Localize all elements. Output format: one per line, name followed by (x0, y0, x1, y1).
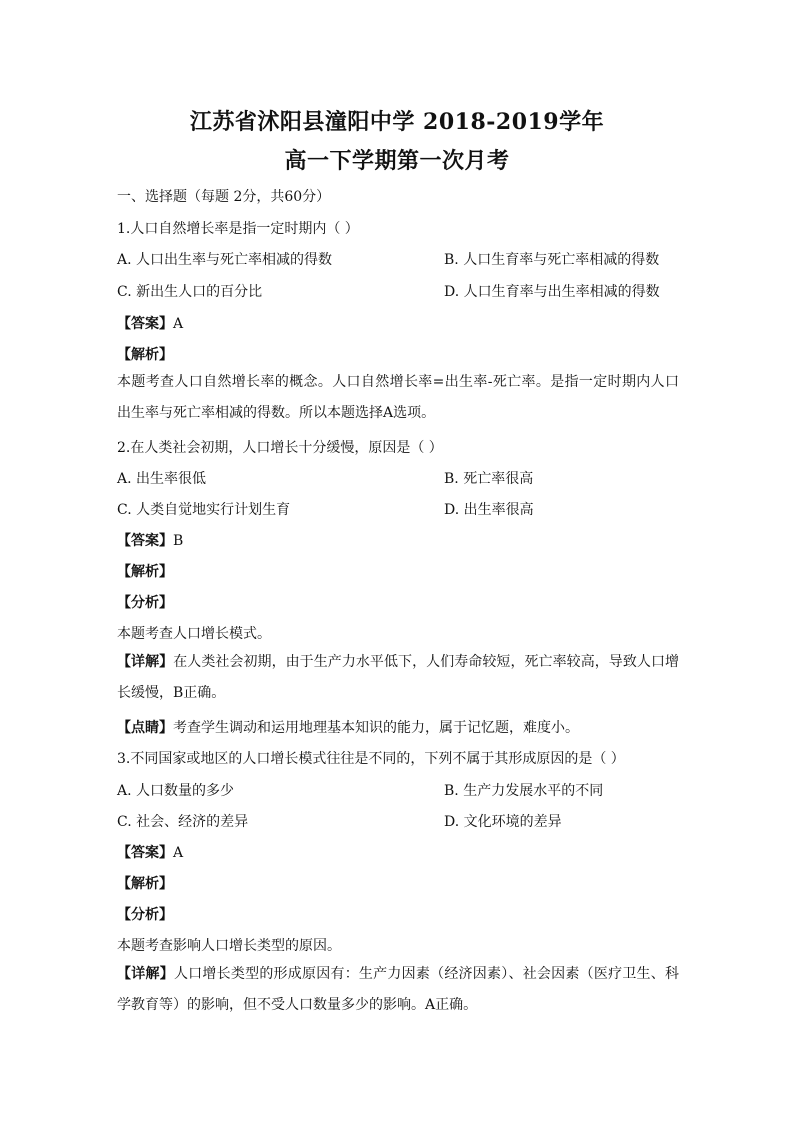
q2-option-d: D. 出生率很高 (444, 502, 534, 518)
q1-stem: 1.人口自然增长率是指一定时期内（ ） (117, 221, 359, 237)
exam-title-line1: 江苏省沭阳县潼阳中学 2018-2019学年 (189, 109, 605, 135)
q2-option-b: B. 死亡率很高 (444, 471, 534, 487)
q1-option-b: B. 人口生育率与死亡率相减的得数 (444, 252, 660, 268)
q2-fenxi-tag (117, 592, 173, 612)
q1-analysis-label: 【解析】 (117, 347, 173, 363)
q2-comment (117, 717, 579, 737)
q2-fenxi-text: 本题考查人口增长模式。 (117, 626, 271, 642)
q3-option-d: D. 文化环境的差异 (444, 814, 562, 830)
q3-option-b: B. 生产力发展水平的不同 (444, 783, 604, 799)
q2-answer-tag: 【答案】 (117, 533, 173, 549)
q2-analysis-label: 【解析】 (117, 564, 173, 580)
q3-answer-tag: 【答案】 (117, 845, 173, 861)
q2-answer-value: B (173, 533, 184, 549)
q2-analysis-tag (117, 561, 173, 581)
q3-fenxi-tag (117, 904, 173, 924)
q3-answer-value: A (173, 845, 184, 861)
section-heading: 一、选择题（每题 2分，共60分） (117, 189, 331, 205)
exam-title-line2: 高一下学期第一次月考 (284, 148, 510, 174)
q2-detail-label: 【详解】 (117, 654, 174, 670)
q2-comment-text: 考查学生调动和运用地理基本知识的能力，属于记忆题，难度小。 (173, 720, 579, 736)
q1-analysis-text: 本题考查人口自然增长率的概念。人口自然增长率=出生率-死亡率。是指一定时期内人口出生率与死亡率相减的得数。所以本题选择A选项。 (117, 374, 679, 421)
q2-fenxi-label: 【分析】 (117, 595, 173, 611)
q3-fenxi-text: 本题考查影响人口增长类型的原因。 (117, 938, 341, 954)
q3-stem: 3.不同国家或地区的人口增长模式往往是不同的，下列不属于其形成原因的是（ ） (117, 751, 625, 767)
q1-answer-tag: 【答案】 (117, 316, 173, 332)
q3-option-a: A. 人口数量的多少 (117, 783, 235, 799)
q3-answer (117, 842, 183, 862)
q2-detail (117, 647, 679, 709)
q1-option-a: A. 人口出生率与死亡率相减的得数 (117, 252, 333, 268)
q2-option-c: C. 人类自觉地实行计划生育 (117, 502, 291, 518)
q2-answer (117, 530, 183, 550)
q3-detail (117, 959, 679, 1021)
q2-detail-text: 在人类社会初期，由于生产力水平低下，人们寿命较短，死亡率较高，导致人口增长缓慢，B正确。 (117, 654, 680, 701)
q3-detail-label: 【详解】 (117, 966, 174, 982)
q1-option-c: C. 新出生人口的百分比 (117, 284, 263, 300)
q2-comment-label: 【点睛】 (117, 720, 173, 736)
q2-option-a: A. 出生率很低 (117, 471, 207, 487)
q1-answer (117, 313, 183, 333)
q3-detail-text: 人口增长类型的形成原因有：生产力因素（经济因素）、社会因素（医疗卫生、科学教育等）的影响，但不受人口数量多少的影响。A正确。 (117, 966, 680, 1013)
q3-analysis-label: 【解析】 (117, 876, 173, 892)
q3-fenxi-label: 【分析】 (117, 907, 173, 923)
q1-option-d: D. 人口生育率与出生率相减的得数 (444, 284, 660, 300)
q1-analysis-tag (117, 344, 173, 364)
q3-option-c: C. 社会、经济的差异 (117, 814, 249, 830)
q2-stem: 2.在人类社会初期，人口增长十分缓慢，原因是（ ） (117, 440, 443, 456)
q3-analysis-tag (117, 873, 173, 893)
q1-answer-value: A (173, 316, 184, 332)
